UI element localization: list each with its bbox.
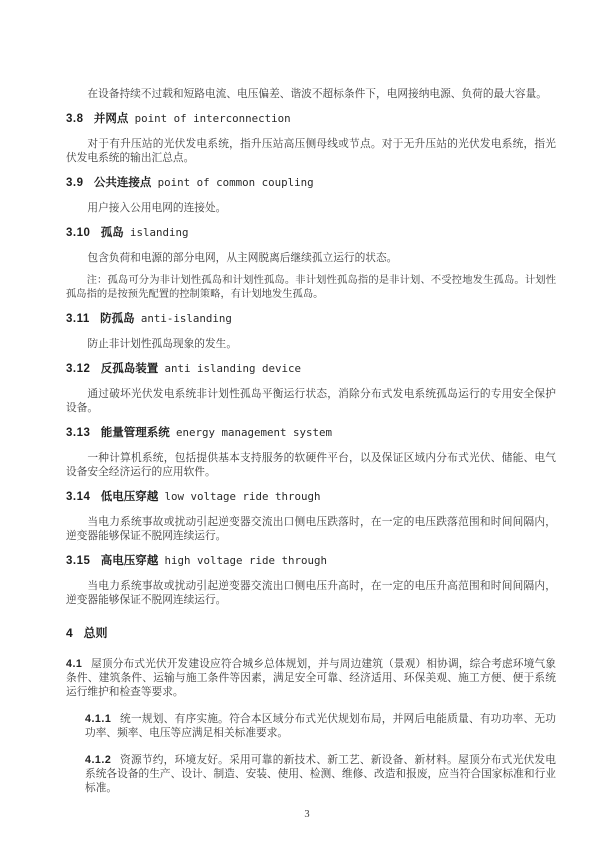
page-number: 3 [304, 809, 310, 820]
term-title-zh: 能量管理系统 [100, 427, 170, 439]
clause-number: 4.1 [66, 658, 83, 670]
term-heading-3-15 [66, 554, 556, 568]
term-number: 3.15 [66, 555, 91, 567]
term-number: 3.13 [66, 427, 91, 439]
term-heading-3-8 [66, 112, 556, 126]
term-body: 当电力系统事故或扰动引起逆变器交流出口侧电压升高时，在一定的电压升高范围和时间间隔内，逆变器能够保证不脱网连续运行。 [66, 580, 556, 606]
term-body: 用户接入公用电网的连接处。 [87, 202, 227, 214]
term-title-en: anti islanding device [164, 362, 302, 375]
term-title-en: point of common coupling [157, 176, 314, 189]
clause-paragraph-4-1-1 [85, 712, 556, 740]
chapter-number: 4 [66, 626, 73, 640]
term-number: 3.11 [66, 313, 90, 325]
term-title-en: high voltage ride through [164, 554, 328, 567]
term-title-zh: 反孤岛装置 [100, 363, 159, 375]
term-title-zh: 低电压穿越 [100, 491, 159, 503]
term-body: 通过破坏光伏发电系统非计划性孤岛平衡运行状态，消除分布式发电系统孤岛运行的专用安全保护设备。 [66, 388, 556, 414]
chapter-title: 总则 [83, 626, 108, 640]
chapter-heading [66, 626, 556, 641]
term-note: 注：孤岛可分为非计划性孤岛和计划性孤岛。非计划性孤岛指的是非计划、不受控地发生孤岛。计划性孤岛指的是按预先配置的控制策略，有计划地发生孤岛。 [66, 275, 556, 300]
term-title-zh: 孤岛 [100, 227, 124, 239]
term-body: 一种计算机系统，包括提供基本支持服务的软硬件平台，以及保证区域内分布式光伏、储能、电气设备安全经济运行的应用软件。 [66, 452, 556, 478]
term-heading-3-12 [66, 362, 556, 376]
clause-paragraph-4-1 [66, 657, 556, 699]
term-heading-3-10 [66, 226, 556, 240]
clause-number: 4.1.2 [85, 754, 112, 766]
term-body: 当电力系统事故或扰动引起逆变器交流出口侧电压跌落时，在一定的电压跌落范围和时间间隔内，逆变器能够保证不脱网连续运行。 [66, 516, 556, 542]
term-title-zh: 并网点 [93, 113, 129, 125]
term-title-en: low voltage ride through [164, 490, 321, 503]
clause-body: 统一规划、有序实施。符合本区域分布式光伏规划布局，并网后电能质量、有功功率、无功功率、频率、电压等应满足相关标准要求。 [85, 713, 556, 739]
clause-number: 4.1.1 [85, 713, 112, 725]
term-number: 3.9 [66, 177, 84, 189]
term-title-zh: 防孤岛 [100, 313, 135, 325]
term-heading-3-9 [66, 176, 556, 190]
document-content [66, 87, 556, 795]
term-heading-3-13 [66, 426, 556, 440]
term-title-en: anti-islanding [140, 312, 232, 325]
term-title-en: islanding [130, 226, 189, 239]
term-number: 3.8 [66, 113, 84, 125]
term-number: 3.14 [66, 491, 91, 503]
term-number: 3.10 [66, 227, 91, 239]
term-body: 防止非计划性孤岛现象的发生。 [87, 338, 238, 350]
term-number: 3.12 [66, 363, 91, 375]
term-body: 包含负荷和电源的部分电网，从主网脱离后继续孤立运行的状态。 [87, 252, 398, 264]
term-title-zh: 公共连接点 [93, 177, 152, 189]
term-title-zh: 高电压穿越 [100, 555, 159, 567]
clause-body: 屋顶分布式光伏开发建设应符合城乡总体规划，并与周边建筑（景观）相协调，综合考虑环境气象条件、建筑条件、运输与施工条件等因素，满足安全可靠、经济适用、环保美观、施工方便、便于系统运行维护和检查等要求。 [66, 658, 556, 698]
term-heading-3-14 [66, 490, 556, 504]
term-title-en: energy management system [176, 426, 333, 439]
term-title-en: point of interconnection [134, 112, 291, 125]
intro-paragraph: 在设备持续不过载和短路电流、电压偏差、谐波不超标条件下，电网接纳电源、负荷的最大容量。 [87, 88, 547, 100]
clause-paragraph-4-1-2 [85, 753, 556, 795]
term-body: 对于有升压站的光伏发电系统，指升压站高压侧母线或节点。对于无升压站的光伏发电系统，指光伏发电系统的输出汇总点。 [66, 138, 556, 164]
term-heading-3-11 [66, 312, 556, 326]
clause-body: 资源节约，环境友好。采用可靠的新技术、新工艺、新设备、新材料。屋顶分布式光伏发电系统各设备的生产、设计、制造、安装、使用、检测、维修、改造和报废，应当符合国家标准和行业标准。 [85, 754, 556, 794]
